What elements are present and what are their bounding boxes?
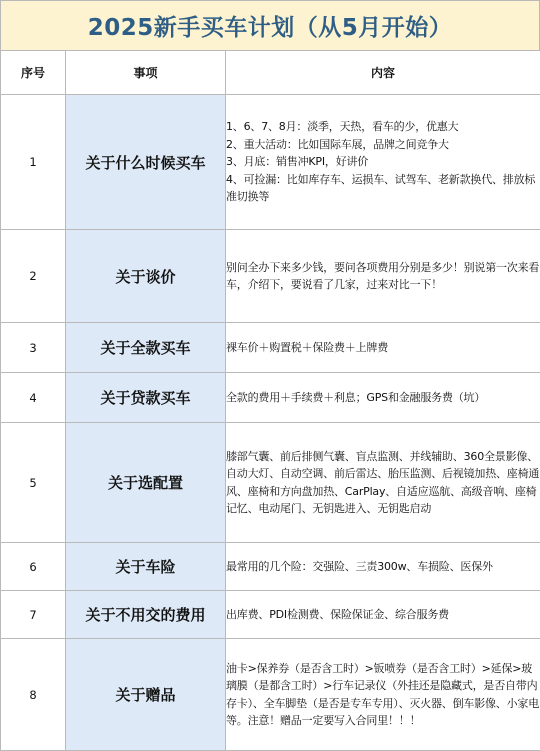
row-number: 3 — [1, 323, 66, 373]
row-number: 1 — [1, 95, 66, 230]
row-content — [226, 639, 540, 751]
row-topic: 关于车险 — [66, 543, 226, 591]
row-topic: 关于不用交的费用 — [66, 591, 226, 639]
row-topic: 关于赠品 — [66, 639, 226, 751]
table-row — [1, 591, 540, 639]
row-number: 7 — [1, 591, 66, 639]
row-topic: 关于什么时候买车 — [66, 95, 226, 230]
row-content — [226, 543, 540, 591]
content-line: 裸车价＋购置税＋保险费＋上牌费 — [226, 339, 540, 357]
header-no: 序号 — [1, 51, 66, 95]
row-topic: 关于全款买车 — [66, 323, 226, 373]
row-topic: 关于贷款买车 — [66, 373, 226, 423]
content-line: 2、重大活动：比如国际车展，品牌之间竞争大 — [226, 136, 540, 154]
content-line: 油卡>保养券（是否含工时）>钣喷券（是否含工时）>延保>玻璃膜（是都含工时）>行车记录仪（外挂还是隐藏式，是否自带内存卡）、全车脚垫（是否是专车专用）、灭火器、倒车影像、小家电等。注意！赠品一定要写入合同里！！！ — [226, 660, 540, 730]
row-number: 5 — [1, 423, 66, 543]
content-line: 出库费、PDI检测费、保险保证金、综合服务费 — [226, 606, 540, 624]
table-row — [1, 95, 540, 230]
content-line: 3、月底：销售冲KPI，好讲价 — [226, 153, 540, 171]
table-row — [1, 423, 540, 543]
table-row — [1, 543, 540, 591]
page-title: 2025新手买车计划（从5月开始） — [0, 0, 540, 51]
content-line: 1、6、7、8月：淡季，天热，看车的少，优惠大 — [226, 118, 540, 136]
header-content: 内容 — [226, 51, 540, 95]
row-content — [226, 95, 540, 230]
table-row — [1, 323, 540, 373]
row-content — [226, 591, 540, 639]
content-line: 全款的费用＋手续费＋利息；GPS和金融服务费（坑） — [226, 389, 540, 407]
content-line: 最常用的几个险：交强险、三责300w、车损险、医保外 — [226, 558, 540, 576]
row-topic: 关于选配置 — [66, 423, 226, 543]
row-content — [226, 423, 540, 543]
content-line: 膝部气囊、前后排侧气囊、盲点监测、并线辅助、360全景影像、自动大灯、自动空调、前后雷达、胎压监测、后视镜加热、座椅通风、座椅和方向盘加热、CarPlay、自适应巡航、高级音响、座椅记忆、电动尾门、无钥匙进入、无钥匙启动 — [226, 448, 540, 518]
content-line: 别问全办下来多少钱，要问各项费用分别是多少！别说第一次来看车，介绍下，要说看了几家，过来对比一下！ — [226, 259, 540, 294]
row-number: 4 — [1, 373, 66, 423]
row-content — [226, 323, 540, 373]
table-row — [1, 373, 540, 423]
row-content — [226, 230, 540, 323]
table-header-row — [1, 51, 540, 95]
row-number: 6 — [1, 543, 66, 591]
row-topic: 关于谈价 — [66, 230, 226, 323]
header-topic: 事项 — [66, 51, 226, 95]
row-number: 8 — [1, 639, 66, 751]
row-content — [226, 373, 540, 423]
table-row — [1, 639, 540, 751]
content-line: 4、可捡漏：比如库存车、运损车、试驾车、老新款换代、排放标准切换等 — [226, 171, 540, 206]
plan-table — [0, 50, 540, 751]
row-number: 2 — [1, 230, 66, 323]
table-row — [1, 230, 540, 323]
